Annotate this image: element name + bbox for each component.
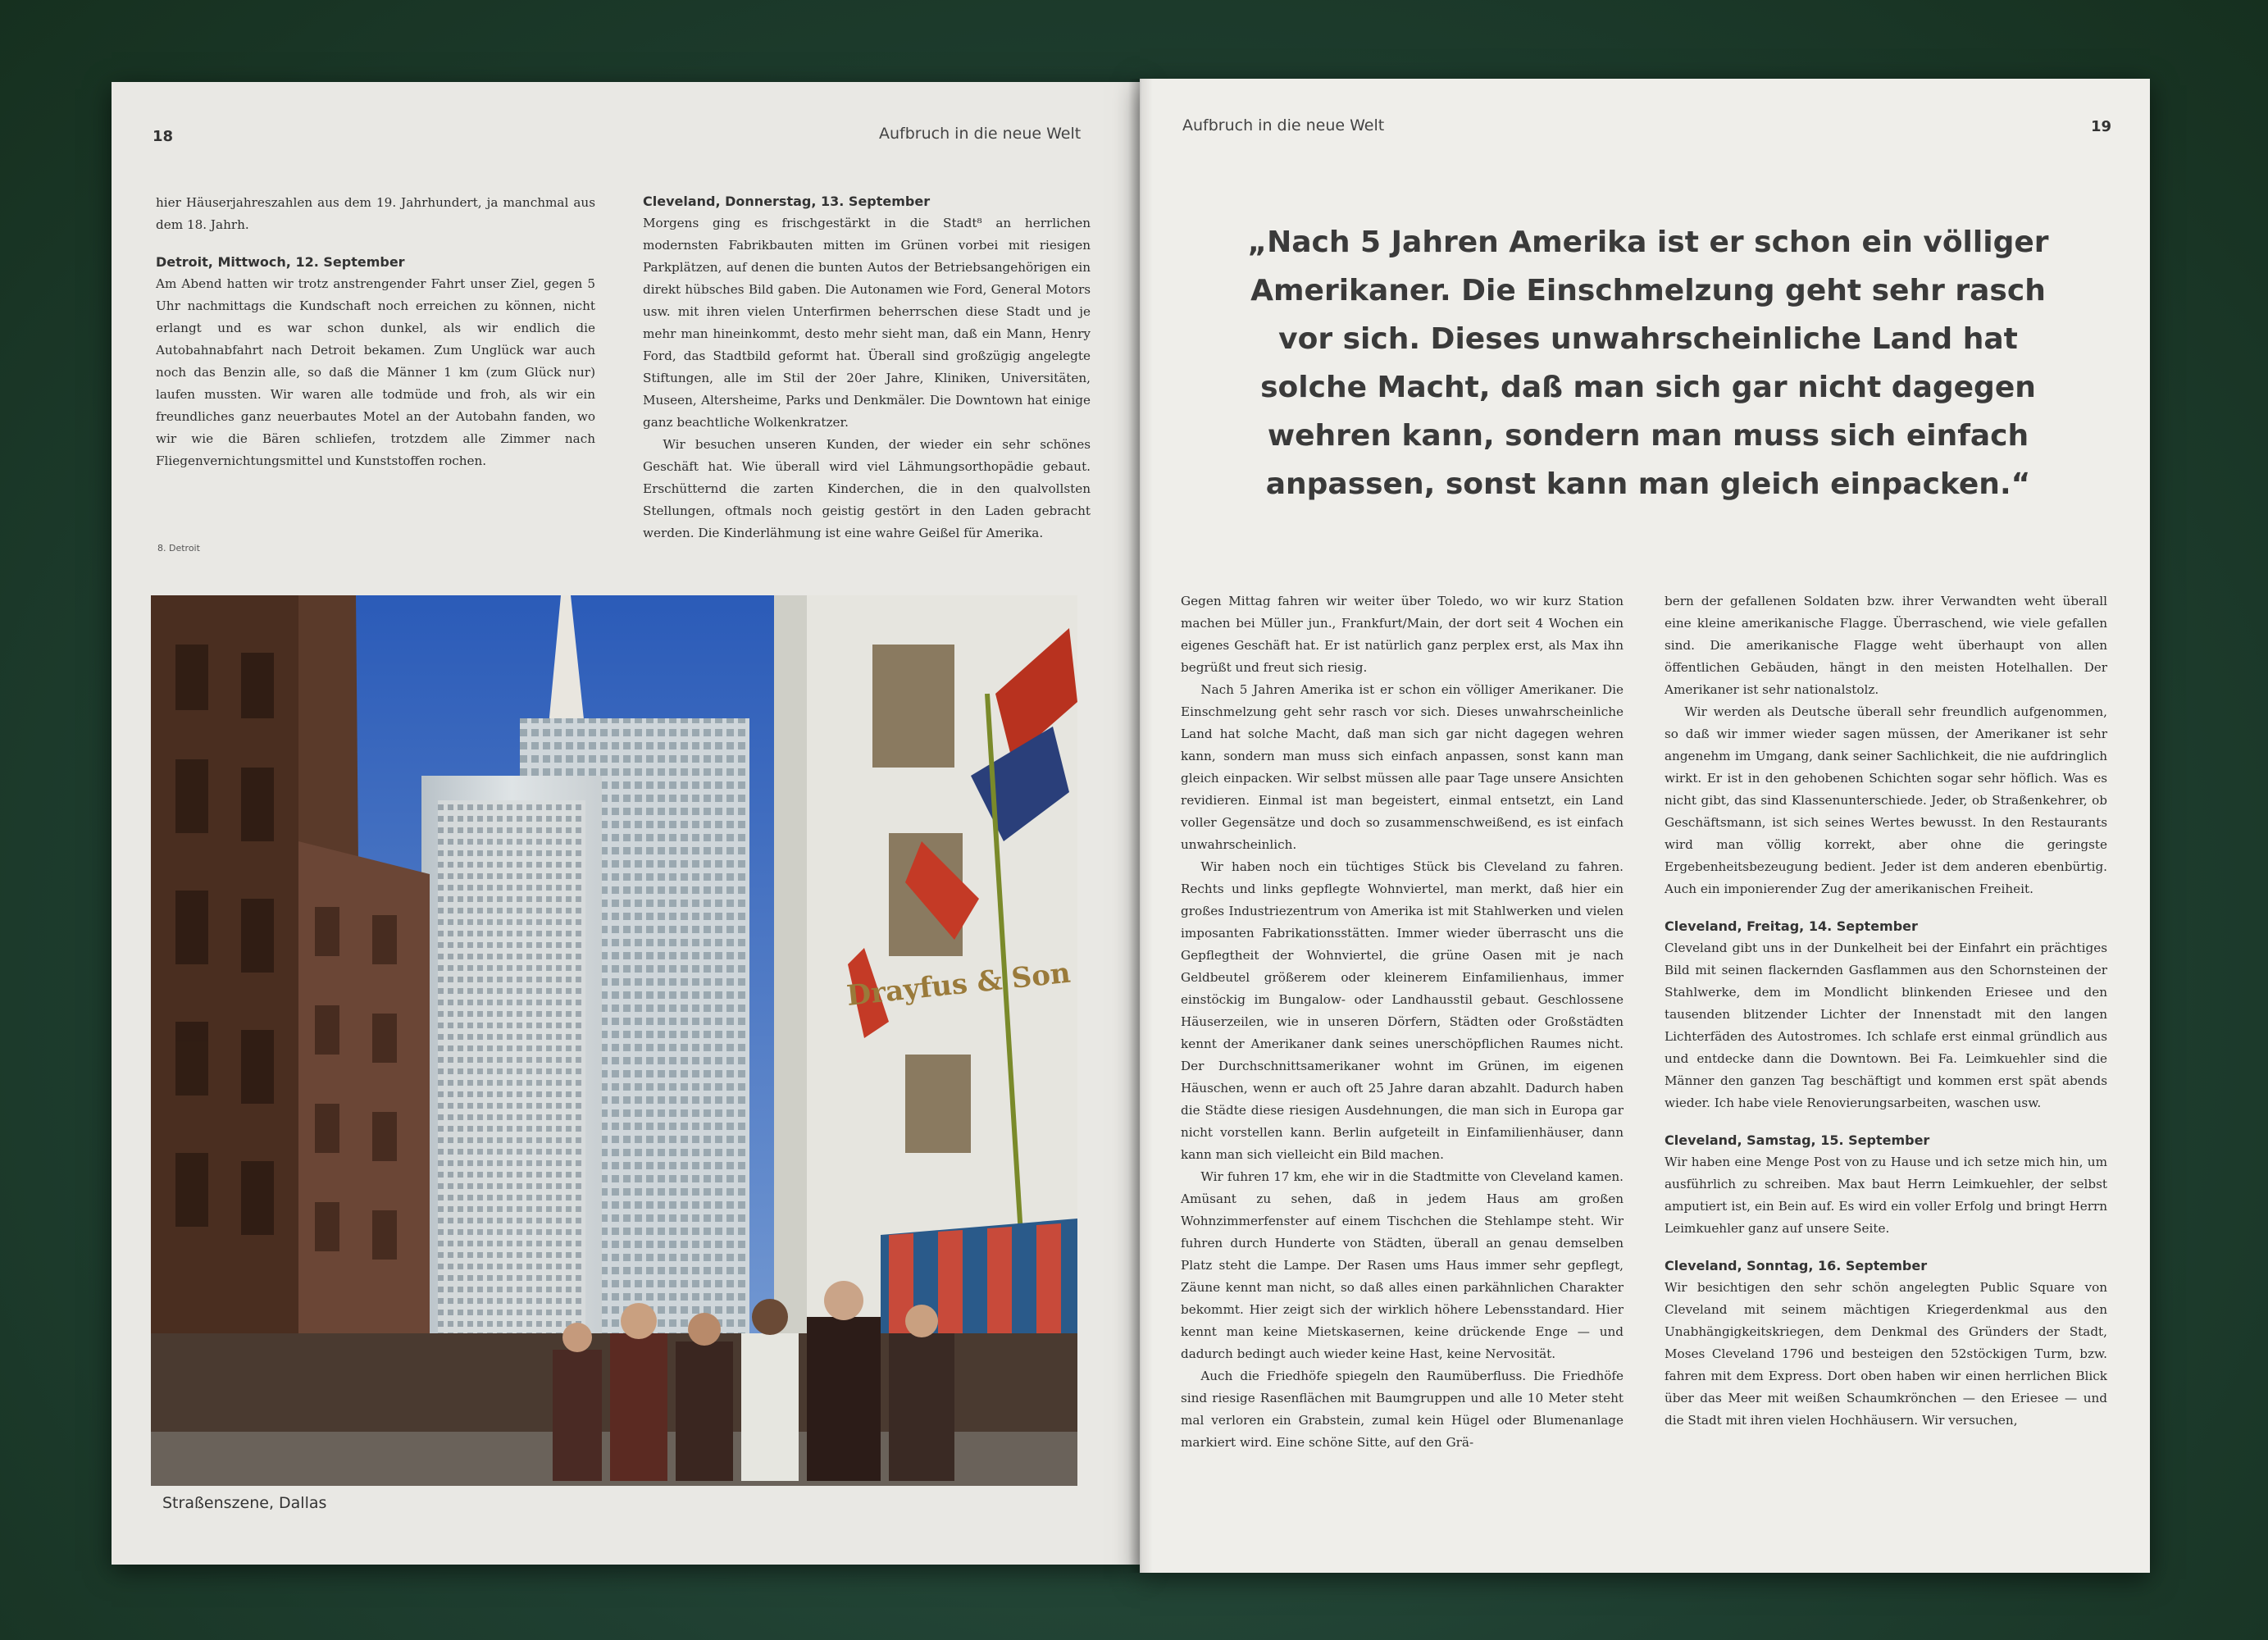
text-paragraph: hier Häuserjahreszahlen aus dem 19. Jahrhundert, ja manchmal aus dem 18. Jahrh.: [156, 195, 595, 232]
entry-heading-friday: Cleveland, Freitag, 14. September: [1665, 918, 1918, 934]
entry-heading-sunday: Cleveland, Sonntag, 16. September: [1665, 1258, 1928, 1273]
text-paragraph: Wir haben noch ein tüchtiges Stück bis Cleveland zu fahren. Rechts und links gepflegte Wohnviertel, man merkt, daß hier ein großes Industriezentrum von Amerika ist mit Stahlwerken und vielen imposanten Fabrikationsstätten. Immer wieder überrascht uns die Gepflegtheit der Wohnviertel, die grüne Oasen mit je nach Geldbeutel größerem oder kleinerem Einfamilienhaus, immer einstöckig im Bungalow- oder Landhausstil gebaut. Geschlossene Häuserzeilen, wie in unseren Dörfern, Städten oder Großstädten kennt der Amerikaner dank seines unerschöpflichen Raumes nicht. Der Durchschnittsamerikaner wohnt im Grünen, im eigenen Häuschen, wenn er auch oft 25 Jahre daran abzahlt. Dadurch haben die Städte diese riesigen Ausdehnungen, die man sich in Europa gar nicht vorstellen kann. Berlin aufgeteilt in Einfamilienhäuser, dann kann man sich vielleicht ein Bild machen.: [1181, 859, 1624, 1162]
text-paragraph: Nach 5 Jahren Amerika ist er schon ein völliger Amerikaner. Die Einschmelzung geht sehr rasch vor sich. Dieses unwahrscheinliche Land hat solche Macht, daß man sich gar nicht dagegen wehren kann, sondern man muss sich einfach anpassen, sonst kann man gleich einpacken. Wir selbst müssen alle paar Tage unsere Ansichten revidieren. Einmal ist man begeistert, einmal entsetzt, ein Land voller Gegensätze und doch so zusammenschweißend, es ist einfach unwahrscheinlich.: [1181, 682, 1624, 852]
text-paragraph: Wir fuhren 17 km, ehe wir in die Stadtmitte von Cleveland kamen. Amüsant zu sehen, daß in jedem Haus am großen Wohnzimmerfenster auf einem Tischchen die Stehlampe steht. Wir fuhren durch Hunderte von Städten, überall an genau demselben Platz steht die Lampe. Der Rasen ums Haus immer sehr gepflegt, Zäune kennt man nicht, so daß alles einen parkähnlichen Charakter bekommt. Hier zeigt sich der wirklich höhere Lebensstandard. Hier kennt man keine Mietskasernen, keine drückende Enge — und dadurch bedingt auch wieder keine Hast, keine Nervosität.: [1181, 1169, 1624, 1361]
text-paragraph: Wir werden als Deutsche überall sehr freundlich aufgenommen, so daß wir immer wieder sagen müssen, der Amerikaner ist sehr angenehm im Umgang, dank seiner Sachlichkeit, die nie aufdringlich wirkt. Er ist in den gehobenen Schichten sogar sehr höflich. Was es nicht gibt, das sind Klassenunterschiede. Jeder, ob Straßenkehrer, ob Geschäftsmann, ist sich seines Wertes bewusst. In den Restaurants wird man völlig korrekt, aber ohne die geringste Ergebenheitsbezeugung bedient. Jeder ist dem anderen ebenbürtig. Auch ein imponierender Zug der amerikanischen Freiheit.: [1665, 704, 2107, 896]
running-head-left: Aufbruch in die neue Welt: [879, 125, 1082, 143]
street-scene-photo: [151, 595, 1077, 1486]
right-page: [1140, 79, 2150, 1573]
entry-heading-detroit: Detroit, Mittwoch, 12. September: [156, 254, 405, 270]
entry-heading-saturday: Cleveland, Samstag, 15. September: [1665, 1132, 1930, 1148]
right-column-1: [1181, 590, 1624, 1454]
photo-caption: Straßenszene, Dallas: [162, 1494, 327, 1512]
text-paragraph: Wir besichtigen den sehr schön angelegten Public Square von Cleveland mit seinem mächtigen Kriegerdenkmal aus den Unabhängigkeitskriegen, dem Denkmal des Gründers der Stadt, Moses Cleveland 1796 und besteigen den 52stöckigen Turm, bzw. fahren mit dem Express. Dort oben haben wir einen herrlichen Blick über das Meer mit weißen Schaumkrönchen — den Eriesee — und die Stadt mit ihren vielen Hochhäusern. Wir versuchen,: [1665, 1280, 2107, 1428]
text-paragraph: bern der gefallenen Soldaten bzw. ihrer Verwandten weht überall eine kleine amerikanische Flagge. Überraschend, wie viele gefallen sind. Die amerikanische Flagge weht überhaupt von allen öffentlichen Gebäuden, hängt in den meisten Hotelhallen. Der Amerikaner ist sehr nationalstolz.: [1665, 594, 2107, 697]
footnote: 8. Detroit: [157, 543, 200, 554]
text-paragraph: Am Abend hatten wir trotz anstrengender Fahrt unser Ziel, gegen 5 Uhr nachmittags die Kundschaft noch erreichen zu können, nicht erlangt und es war schon dunkel, als wir endlich die Autobahnabfahrt nach Detroit bekamen. Zum Unglück war auch noch das Benzin alle, so daß die Männer 1 km (zum Glück nur) laufen mussten. Wir waren alle todmüde und froh, als wir ein freundliches ganz neuerbautes Motel an der Autobahn fanden, wo wir wie die Bären schliefen, trotzdem alle Zimmer nach Fliegenvernichtungsmittel und Kunststoffen rochen.: [156, 276, 595, 468]
pull-quote: „Nach 5 Jahren Amerika ist er schon ein völliger Amerikaner. Die Einschmelzung geht sehr rasch vor sich. Dieses unwahrscheinliche Land hat solche Macht, daß man sich gar nicht dagegen wehren kann, sondern man muss sich einfach anpassen, sonst kann man gleich einpacken.“: [1247, 226, 2049, 501]
left-page: [112, 82, 1140, 1565]
entry-heading-cleveland: Cleveland, Donnerstag, 13. September: [643, 194, 931, 209]
left-column-2: [643, 190, 1091, 544]
running-head-right: Aufbruch in die neue Welt: [1182, 116, 1385, 134]
left-column-1: [156, 192, 595, 472]
right-column-2: [1665, 590, 2107, 1432]
text-paragraph: Cleveland gibt uns in der Dunkelheit bei der Einfahrt ein prächtiges Bild mit seinen flackernden Gasflammen aus den Schornsteinen der Stahlwerke, dem im Mondlicht blinkenden Eriesee und den tausenden blitzender Lichter der Innenstadt mit den langen Lichterfäden des Autostromes. Ich schlafe erst einmal gründlich aus und entdecke dann die Downtown. Bei Fa. Leimkuehler sind die Männer den ganzen Tag beschäftigt und kommen erst spät abends wieder. Ich habe viele Renovierungsarbeiten, waschen usw.: [1665, 941, 2107, 1110]
store-sign: Drayfus & Son: [845, 956, 1073, 1013]
page-number-left: 18: [153, 128, 174, 145]
text-paragraph: Morgens ging es frischgestärkt in die Stadt⁸ an herrlichen modernsten Fabrikbauten mitten im Grünen vorbei mit riesigen Parkplätzen, auf denen die bunten Autos der Betriebsangehörigen ein direkt hübsches Bild gaben. Die Autonamen wie Ford, General Motors usw. mit ihren vielen Unterfirmen beherrschen diese Stadt und je mehr man hineinkommt, desto mehr sieht man, daß ein Mann, Henry Ford, das Stadtbild geformt hat. Überall sind großzügig angelegte Stiftungen, alle im Stil der 20er Jahre, Kliniken, Universitäten, Museen, Altersheime, Parks und Denkmäler. Die Downtown hat einige ganz beachtliche Wolkenkratzer.: [643, 216, 1091, 430]
text-paragraph: Gegen Mittag fahren wir weiter über Toledo, wo wir kurz Station machen bei Müller jun., Frankfurt/Main, der dort seit 4 Wochen ein eigenes Geschäft hat. Er ist natürlich ganz perplex erst, als Max ihn begrüßt und freut sich riesig.: [1181, 594, 1624, 675]
text-paragraph: Wir haben eine Menge Post von zu Hause und ich setze mich hin, um ausführlich zu schreiben. Max baut Herrn Leimkuehler, der selbst amputiert ist, ein Bein auf. Es wird ein voller Erfolg und bringt Herrn Leimkuehler ganz auf unsere Seite.: [1665, 1155, 2107, 1236]
center-fold: [1128, 79, 1153, 1573]
text-paragraph: Wir besuchen unseren Kunden, der wieder ein sehr schönes Geschäft hat. Wie überall wird viel Lähmungsorthopädie gebaut. Erschütternd die zarten Kinderchen, die in den qualvollsten Stellungen, oftmals noch geistig gestört in den Laden gebracht werden. Die Kinderlähmung ist eine wahre Geißel für Amerika.: [643, 437, 1091, 540]
text-paragraph: Auch die Friedhöfe spiegeln den Raumüberfluss. Die Friedhöfe sind riesige Rasenflächen mit Baumgruppen und alle 10 Meter steht mal verloren ein Grabstein, zumal kein Hügel oder Blumenanlage markiert wird. Eine schöne Sitte, auf den Grä-: [1181, 1369, 1624, 1450]
page-number-right: 19: [2091, 118, 2112, 135]
